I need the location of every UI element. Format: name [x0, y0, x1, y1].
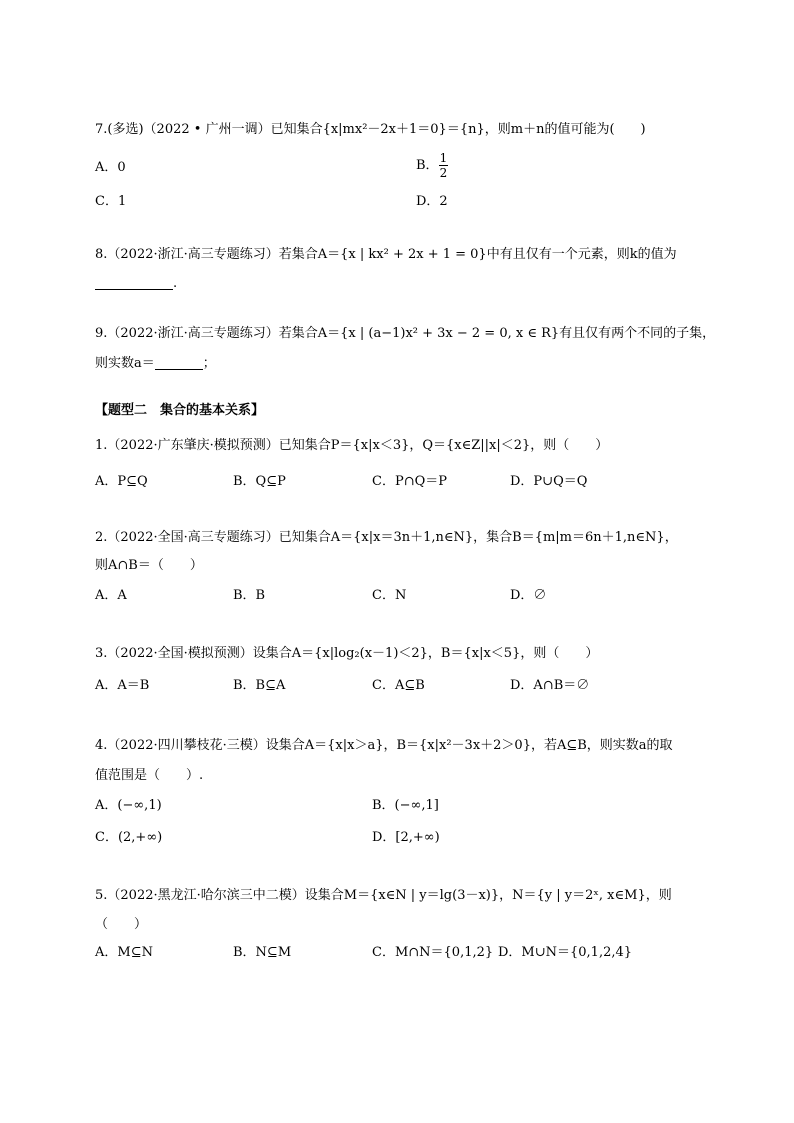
section-heading: 【题型二 集合的基本关系】 — [95, 403, 265, 418]
q8-answer-blank — [95, 275, 173, 290]
p2-option-b: B．B — [233, 588, 266, 603]
p1-stem: 1.（2022·广东肇庆·模拟预测）已知集合P＝{x|x＜3}，Q＝{x∈Z||x|＜2}，则（ ） — [95, 438, 609, 453]
q7-option-b-label: B． — [416, 158, 439, 173]
q8-stem: 8.（2022·浙江·高三专题练习）若集合A＝{x | kx² + 2x + 1 = 0}中有且仅有一个元素，则k的值为 — [95, 247, 677, 262]
p5-option-a: A．M⊆N — [95, 945, 153, 960]
p1-option-b: B．Q⊆P — [233, 474, 286, 489]
p3-option-a: A．A＝B — [95, 678, 150, 693]
q9-line2-suffix: ； — [202, 356, 216, 371]
p4-stem: 4.（2022·四川攀枝花·三模）设集合A＝{x|x＞a}，B＝{x|x²－3x＋2＞0}，若A⊆B，则实数a的取 — [95, 738, 673, 753]
q7-option-c: C．1 — [95, 194, 127, 209]
q7-option-b-fraction — [439, 151, 449, 180]
p1-option-a: A．P⊆Q — [95, 474, 148, 489]
q9-line2-prefix: 则实数a＝ — [95, 356, 155, 371]
p3-option-b: B．B⊆A — [233, 678, 286, 693]
p1-option-d: D．P∪Q＝Q — [510, 474, 588, 489]
q8-tail: . — [173, 276, 178, 291]
p5-stem-line2: （ ） — [95, 917, 148, 932]
q9-answer-blank — [155, 355, 203, 370]
p2-stem: 2.（2022·全国·高三专题练习）已知集合A＝{x|x＝3n＋1,n∈N}，集合B＝{m|m＝6n＋1,n∈N}， — [95, 530, 678, 545]
q9-stem: 9.（2022·浙江·高三专题练习）若集合A＝{x | (a−1)x² + 3x − 2 = 0, x ∈ R}有且仅有两个不同的子集， — [95, 326, 716, 341]
p5-option-c: C．M∩N＝{0,1,2} — [372, 945, 494, 960]
p4-option-b: B．(−∞,1] — [372, 798, 439, 813]
p3-option-d: D．A∩B＝∅ — [510, 678, 590, 693]
q7-option-a: A．0 — [95, 160, 126, 175]
p4-stem-line2: 值范围是（ ）. — [95, 768, 204, 783]
p5-option-d: D．M∪N＝{0,1,2,4} — [498, 945, 633, 960]
q7-option-d: D．2 — [416, 194, 448, 209]
p4-option-d: D．[2,+∞) — [372, 830, 440, 845]
fraction-denominator: 2 — [439, 166, 448, 180]
p1-option-c: C．P∩Q＝P — [372, 474, 447, 489]
p2-option-d: D．∅ — [510, 588, 547, 603]
p3-stem: 3.（2022·全国·模拟预测）设集合A＝{x|log₂(x－1)＜2}，B＝{x|x＜5}，则（ ） — [95, 646, 599, 661]
q7-option-b — [416, 151, 448, 180]
q8-answer-line — [95, 275, 177, 293]
p4-option-a: A．(−∞,1) — [95, 798, 162, 813]
p2-option-c: C．N — [372, 588, 407, 603]
p5-stem: 5.（2022·黑龙江·哈尔滨三中二模）设集合M＝{x∈N | y＝lg(3－x)}，N＝{y | y＝2ˣ, x∈M}，则 — [95, 888, 672, 903]
p2-stem-line2: 则A∩B＝（ ） — [95, 558, 203, 573]
fraction-numerator: 1 — [439, 151, 448, 165]
p4-option-c: C．(2,+∞) — [95, 830, 163, 845]
q7-stem: 7.(多选)（2022 • 广州一调）已知集合{x|mx²－2x＋1＝0}＝{n}，则m＋n的值可能为( ) — [95, 122, 646, 137]
p5-option-b: B．N⊆M — [233, 945, 292, 960]
q9-line2 — [95, 355, 216, 373]
p2-option-a: A．A — [95, 588, 127, 603]
p3-option-c: C．A⊆B — [372, 678, 425, 693]
